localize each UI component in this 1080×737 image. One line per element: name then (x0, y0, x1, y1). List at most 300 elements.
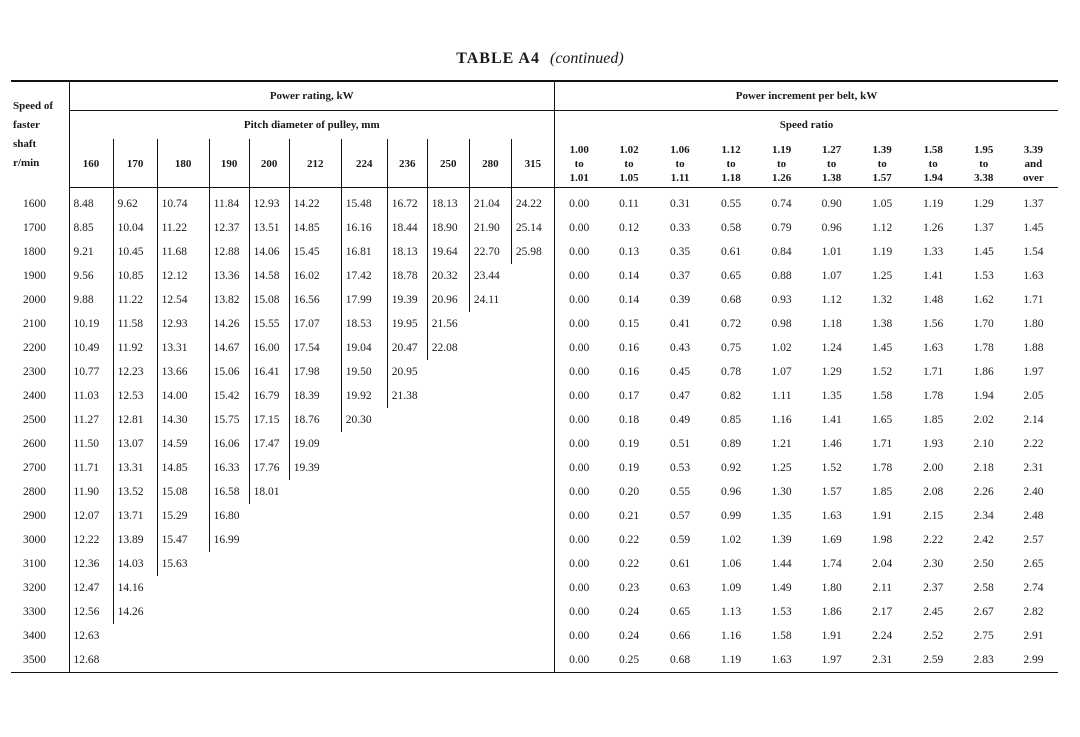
power-rating-cell (249, 576, 289, 600)
diameter-header: 280 (469, 139, 511, 188)
power-rating-cell: 15.42 (209, 384, 249, 408)
power-rating-cell: 19.39 (289, 456, 341, 480)
power-rating-cell: 21.90 (469, 216, 511, 240)
power-rating-cell: 13.36 (209, 264, 249, 288)
power-rating-cell (341, 456, 387, 480)
power-rating-cell: 13.89 (113, 528, 157, 552)
power-increment-cell: 1.71 (1023, 294, 1044, 306)
power-increment-cell: 1.80 (1023, 318, 1044, 330)
power-increment-cell: 0.24 (618, 630, 640, 642)
power-rating-cell (289, 528, 341, 552)
power-rating-cell: 15.29 (157, 504, 209, 528)
power-increment-cell: 2.82 (1023, 606, 1044, 618)
power-increment-cell: 0.00 (554, 188, 603, 217)
power-increment-cell: 2.50 (973, 558, 994, 570)
power-rating-cell: 12.12 (157, 264, 209, 288)
power-increment-cell: 1.35 (821, 390, 842, 402)
diameter-header: 200 (249, 139, 289, 188)
power-increment-cell: 0.00 (554, 432, 603, 456)
power-rating-cell (341, 576, 387, 600)
power-increment-cell: 1.56 (923, 318, 944, 330)
rpm-cell: 3400 (23, 630, 46, 642)
power-rating-cell (511, 576, 554, 600)
power-increment-cell: 0.00 (554, 360, 603, 384)
power-increment-cell: 1.41 (821, 414, 842, 426)
power-increment-cell: 0.41 (669, 318, 691, 330)
power-rating-cell (511, 384, 554, 408)
power-increment-cell: 0.79 (771, 222, 792, 234)
power-rating-cell: 14.26 (209, 312, 249, 336)
power-rating-cell (289, 648, 341, 673)
power-increment-cell: 0.96 (821, 222, 842, 234)
power-increment-cell: 0.21 (618, 510, 640, 522)
power-increment-cell: 1.46 (821, 438, 842, 450)
power-increment-cell: 1.85 (923, 414, 944, 426)
power-increment-cell: 0.98 (771, 318, 792, 330)
power-rating-cell: 17.54 (289, 336, 341, 360)
diameter-header: 315 (511, 139, 554, 188)
power-increment-cell: 0.12 (618, 222, 640, 234)
power-rating-cell: 11.90 (69, 480, 113, 504)
power-increment-cell: 2.99 (1009, 648, 1058, 673)
power-increment-cell: 0.35 (669, 246, 691, 258)
power-rating-cell: 11.58 (113, 312, 157, 336)
power-increment-cell: 0.68 (721, 294, 742, 306)
table-row (11, 240, 1058, 264)
power-increment-cell: 2.91 (1023, 630, 1044, 642)
power-increment-cell: 1.97 (1023, 366, 1044, 378)
power-increment-cell: 0.00 (554, 264, 603, 288)
power-rating-cell (511, 360, 554, 384)
power-rating-cell (511, 432, 554, 456)
table-row (11, 312, 1058, 336)
power-rating-cell: 14.06 (249, 240, 289, 264)
power-rating-cell (469, 600, 511, 624)
diameter-header: 250 (427, 139, 469, 188)
power-increment-cell: 2.67 (973, 606, 994, 618)
power-increment-cell: 0.00 (554, 408, 603, 432)
power-increment-cell: 2.45 (923, 606, 944, 618)
ratio-header: 1.12 to 1.18 (706, 139, 757, 188)
power-rating-cell (289, 480, 341, 504)
power-rating-cell: 16.99 (209, 528, 249, 552)
power-rating-cell (157, 648, 209, 673)
power-rating-cell (511, 480, 554, 504)
power-rating-cell: 9.56 (69, 264, 113, 288)
power-rating-cell: 10.49 (69, 336, 113, 360)
table-row (11, 528, 1058, 552)
power-rating-cell: 10.77 (69, 360, 113, 384)
power-rating-cell: 10.74 (157, 188, 209, 217)
power-increment-cell: 1.98 (872, 534, 893, 546)
power-increment-cell: 1.78 (872, 462, 893, 474)
power-rating-cell: 13.51 (249, 216, 289, 240)
rpm-cell: 2900 (23, 510, 46, 522)
power-rating-cell: 11.84 (209, 188, 249, 217)
power-increment-cell: 0.88 (771, 270, 792, 282)
power-rating-cell (511, 312, 554, 336)
power-increment-cell: 0.31 (669, 198, 691, 210)
power-rating-cell (469, 648, 511, 673)
power-rating-cell: 12.81 (113, 408, 157, 432)
table-body (11, 188, 1058, 673)
power-increment-cell: 1.86 (821, 606, 842, 618)
power-increment-cell: 1.78 (973, 342, 994, 354)
power-rating-cell: 15.45 (289, 240, 341, 264)
power-rating-cell: 14.03 (113, 552, 157, 576)
power-rating-cell: 16.56 (289, 288, 341, 312)
power-increment-cell: 0.55 (669, 486, 691, 498)
power-increment-cell: 1.38 (872, 318, 893, 330)
diameter-header: 236 (387, 139, 427, 188)
power-increment-cell: 2.11 (872, 582, 893, 594)
power-rating-cell (511, 600, 554, 624)
power-increment-cell: 1.97 (807, 648, 857, 673)
power-rating-cell (469, 432, 511, 456)
power-rating-cell: 15.55 (249, 312, 289, 336)
power-increment-cell: 0.00 (554, 624, 603, 648)
power-rating-cell (511, 288, 554, 312)
power-increment-cell: 0.00 (554, 600, 603, 624)
power-rating-cell (511, 336, 554, 360)
rpm-cell: 2700 (23, 462, 46, 474)
power-rating-cell (249, 648, 289, 673)
power-rating-cell: 19.39 (387, 288, 427, 312)
power-increment-cell: 1.19 (706, 648, 757, 673)
power-rating-cell: 15.08 (157, 480, 209, 504)
power-rating-cell: 12.07 (69, 504, 113, 528)
power-increment-cell: 2.10 (973, 438, 994, 450)
power-increment-cell: 0.00 (554, 240, 603, 264)
power-increment-cell: 0.90 (821, 198, 842, 210)
power-increment-cell: 1.06 (721, 558, 742, 570)
power-rating-cell: 12.37 (209, 216, 249, 240)
rpm-cell: 3500 (11, 648, 69, 673)
power-increment-cell: 0.37 (669, 270, 691, 282)
power-increment-cell: 1.39 (771, 534, 792, 546)
power-rating-cell (469, 408, 511, 432)
power-rating-cell (511, 648, 554, 673)
power-increment-cell: 1.37 (973, 222, 994, 234)
power-rating-cell (209, 600, 249, 624)
power-increment-cell: 1.02 (721, 534, 742, 546)
power-increment-cell: 1.45 (973, 246, 994, 258)
power-increment-cell: 0.00 (554, 336, 603, 360)
power-increment-cell: 0.89 (721, 438, 742, 450)
power-rating-cell (387, 576, 427, 600)
power-increment-cell: 1.07 (821, 270, 842, 282)
power-rating-cell: 25.98 (511, 240, 554, 264)
power-rating-cell (511, 528, 554, 552)
ratio-header: 1.58 to 1.94 (908, 139, 959, 188)
power-rating-cell (387, 624, 427, 648)
power-rating-cell: 16.81 (341, 240, 387, 264)
speed-header (11, 81, 69, 188)
power-rating-cell: 15.75 (209, 408, 249, 432)
power-increment-cell: 1.18 (821, 318, 842, 330)
power-increment-cell: 0.00 (554, 528, 603, 552)
power-rating-cell (249, 600, 289, 624)
power-rating-cell: 11.71 (69, 456, 113, 480)
power-rating-cell: 16.80 (209, 504, 249, 528)
power-rating-cell: 18.44 (387, 216, 427, 240)
rpm-cell: 3000 (23, 534, 46, 546)
power-increment-cell: 0.19 (618, 438, 640, 450)
power-rating-cell (209, 552, 249, 576)
power-rating-cell: 10.04 (113, 216, 157, 240)
power-increment-cell: 2.37 (923, 582, 944, 594)
power-rating-cell: 17.42 (341, 264, 387, 288)
rpm-cell: 3300 (23, 606, 46, 618)
rpm-cell: 1900 (23, 270, 46, 282)
power-increment-cell: 1.25 (872, 270, 893, 282)
power-rating-cell: 20.30 (341, 408, 387, 432)
power-increment-cell: 2.08 (923, 486, 944, 498)
power-increment-cell: 1.62 (973, 294, 994, 306)
power-increment-cell: 1.07 (771, 366, 792, 378)
diameter-header: 212 (289, 139, 341, 188)
power-increment-cell: 0.74 (771, 198, 792, 210)
power-rating-cell (469, 528, 511, 552)
power-rating-cell: 14.26 (113, 600, 157, 624)
power-increment-cell: 0.00 (554, 384, 603, 408)
power-increment-cell: 0.15 (618, 318, 640, 330)
power-increment-cell: 2.15 (923, 510, 944, 522)
diameter-header: 224 (341, 139, 387, 188)
power-increment-cell: 0.00 (554, 312, 603, 336)
power-rating-cell: 12.88 (209, 240, 249, 264)
power-increment-cell: 1.54 (1023, 246, 1044, 258)
power-increment-cell: 1.11 (771, 390, 792, 402)
power-rating-cell (157, 624, 209, 648)
power-rating-cell: 9.62 (113, 188, 157, 217)
table-title-sub: (continued) (549, 50, 624, 67)
power-increment-cell: 1.63 (757, 648, 807, 673)
power-rating-cell (157, 600, 209, 624)
power-increment-cell: 0.00 (554, 480, 603, 504)
power-increment-cell: 1.58 (771, 630, 792, 642)
power-increment-cell: 1.57 (821, 486, 842, 498)
power-increment-cell: 2.02 (973, 414, 994, 426)
power-rating-cell: 12.68 (69, 648, 113, 673)
power-increment-cell: 2.34 (973, 510, 994, 522)
power-increment-cell: 0.68 (655, 648, 706, 673)
power-rating-cell (387, 528, 427, 552)
power-increment-cell: 1.91 (821, 630, 842, 642)
power-rating-cell: 17.98 (289, 360, 341, 384)
power-increment-cell: 1.94 (973, 390, 994, 402)
power-rating-cell (387, 600, 427, 624)
power-rating-cell: 11.03 (69, 384, 113, 408)
power-increment-cell: 1.58 (872, 390, 893, 402)
power-rating-cell: 14.85 (289, 216, 341, 240)
power-increment-cell: 0.93 (771, 294, 792, 306)
power-rating-cell: 18.90 (427, 216, 469, 240)
power-increment-cell: 2.30 (923, 558, 944, 570)
power-rating-cell (469, 336, 511, 360)
power-rating-cell: 8.85 (69, 216, 113, 240)
power-increment-cell: 1.52 (821, 462, 842, 474)
power-increment-cell: 1.69 (821, 534, 842, 546)
power-increment-cell: 0.00 (554, 216, 603, 240)
table-row (11, 336, 1058, 360)
power-rating-cell: 15.06 (209, 360, 249, 384)
power-rating-cell: 25.14 (511, 216, 554, 240)
power-increment-cell: 0.78 (721, 366, 742, 378)
power-rating-cell: 13.82 (209, 288, 249, 312)
table-row (11, 552, 1058, 576)
power-rating-cell (427, 384, 469, 408)
belt-power-table (11, 80, 1058, 673)
power-increment-cell: 2.31 (857, 648, 908, 673)
table-row (11, 188, 1058, 217)
power-rating-cell: 19.04 (341, 336, 387, 360)
power-rating-cell: 18.39 (289, 384, 341, 408)
power-increment-cell: 1.13 (721, 606, 742, 618)
power-rating-cell (341, 552, 387, 576)
rpm-cell: 3200 (23, 582, 46, 594)
power-rating-cell (469, 384, 511, 408)
power-increment-cell: 1.48 (923, 294, 944, 306)
power-rating-cell: 14.00 (157, 384, 209, 408)
power-rating-cell: 15.48 (341, 188, 387, 217)
power-increment-cell: 1.12 (821, 294, 842, 306)
power-rating-cell: 12.56 (69, 600, 113, 624)
power-increment-cell: 1.78 (923, 390, 944, 402)
power-increment-cell: 0.00 (554, 504, 603, 528)
power-increment-cell: 1.70 (973, 318, 994, 330)
power-increment-cell: 0.14 (618, 270, 640, 282)
table-row (11, 648, 1058, 673)
power-rating-cell: 18.76 (289, 408, 341, 432)
power-increment-cell: 1.86 (973, 366, 994, 378)
power-rating-cell (341, 528, 387, 552)
rpm-cell: 2200 (23, 342, 46, 354)
power-rating-cell: 19.09 (289, 432, 341, 456)
power-increment-cell: 2.75 (973, 630, 994, 642)
power-rating-cell: 17.47 (249, 432, 289, 456)
speed-header-line4: r/min (13, 156, 40, 169)
power-increment-cell: 2.24 (872, 630, 893, 642)
power-increment-cell: 0.39 (669, 294, 691, 306)
power-rating-cell: 19.64 (427, 240, 469, 264)
power-rating-cell: 16.02 (289, 264, 341, 288)
power-increment-cell: 0.16 (618, 342, 640, 354)
power-increment-cell: 1.63 (1023, 270, 1044, 282)
power-increment-cell: 2.57 (1023, 534, 1044, 546)
power-rating-cell: 19.95 (387, 312, 427, 336)
power-increment-header: Power increment per belt, kW (554, 81, 1058, 111)
power-rating-cell: 13.66 (157, 360, 209, 384)
power-increment-cell: 2.00 (923, 462, 944, 474)
power-increment-cell: 1.26 (923, 222, 944, 234)
power-increment-cell: 1.52 (872, 366, 893, 378)
power-increment-cell: 2.74 (1023, 582, 1044, 594)
table-row (11, 480, 1058, 504)
power-increment-cell: 1.53 (771, 606, 792, 618)
power-rating-cell (341, 480, 387, 504)
rpm-cell: 2500 (23, 414, 46, 426)
power-increment-cell: 1.74 (821, 558, 842, 570)
power-rating-cell (387, 480, 427, 504)
diameter-header: 190 (209, 139, 249, 188)
power-increment-cell: 0.65 (669, 606, 691, 618)
power-increment-cell: 2.05 (1023, 390, 1044, 402)
table-row (11, 504, 1058, 528)
power-increment-cell: 2.48 (1023, 510, 1044, 522)
table-row (11, 264, 1058, 288)
power-increment-cell: 1.12 (872, 222, 893, 234)
rpm-cell: 2000 (23, 294, 46, 306)
power-increment-cell: 2.26 (973, 486, 994, 498)
power-increment-cell: 1.63 (821, 510, 842, 522)
power-rating-cell: 19.50 (341, 360, 387, 384)
table-row (11, 600, 1058, 624)
power-increment-cell: 0.00 (554, 456, 603, 480)
power-increment-cell: 1.33 (923, 246, 944, 258)
power-rating-cell (469, 360, 511, 384)
power-increment-cell: 2.40 (1023, 486, 1044, 498)
power-rating-cell: 24.11 (469, 288, 511, 312)
power-rating-cell (113, 624, 157, 648)
power-rating-cell (387, 432, 427, 456)
power-increment-cell: 0.19 (618, 462, 640, 474)
power-rating-cell (427, 648, 469, 673)
rpm-cell: 2400 (23, 390, 46, 402)
ratio-header: 1.39 to 1.57 (857, 139, 908, 188)
power-rating-cell: 12.54 (157, 288, 209, 312)
power-rating-cell (427, 456, 469, 480)
power-increment-cell: 0.33 (669, 222, 691, 234)
power-rating-cell: 11.22 (157, 216, 209, 240)
power-increment-cell: 1.44 (771, 558, 792, 570)
power-rating-cell: 16.58 (209, 480, 249, 504)
power-increment-cell: 0.85 (721, 414, 742, 426)
power-rating-cell: 20.95 (387, 360, 427, 384)
table-row (11, 216, 1058, 240)
power-rating-cell: 8.48 (69, 188, 113, 217)
power-rating-cell (511, 504, 554, 528)
power-rating-cell (469, 480, 511, 504)
power-rating-cell: 10.85 (113, 264, 157, 288)
power-rating-cell: 12.93 (157, 312, 209, 336)
table-title (0, 50, 1080, 68)
rpm-cell: 2800 (23, 486, 46, 498)
diameter-header: 180 (157, 139, 209, 188)
pitch-diameter-header: Pitch diameter of pulley, mm (69, 111, 554, 140)
power-rating-cell: 16.41 (249, 360, 289, 384)
power-increment-cell: 0.22 (618, 558, 640, 570)
power-rating-cell (209, 624, 249, 648)
power-increment-cell: 1.65 (872, 414, 893, 426)
power-rating-cell (289, 624, 341, 648)
power-increment-cell: 0.18 (618, 414, 640, 426)
power-rating-cell: 11.92 (113, 336, 157, 360)
power-increment-cell: 1.53 (973, 270, 994, 282)
power-increment-cell: 0.63 (669, 582, 691, 594)
power-increment-cell: 0.47 (669, 390, 691, 402)
power-rating-cell (387, 552, 427, 576)
power-rating-cell (469, 552, 511, 576)
power-increment-cell: 2.83 (959, 648, 1009, 673)
power-rating-cell: 15.08 (249, 288, 289, 312)
power-rating-cell (341, 648, 387, 673)
power-rating-cell: 14.16 (113, 576, 157, 600)
table-title-main: TABLE A4 (456, 50, 540, 67)
power-increment-cell: 0.84 (771, 246, 792, 258)
power-rating-cell: 12.36 (69, 552, 113, 576)
power-increment-cell: 0.22 (618, 534, 640, 546)
